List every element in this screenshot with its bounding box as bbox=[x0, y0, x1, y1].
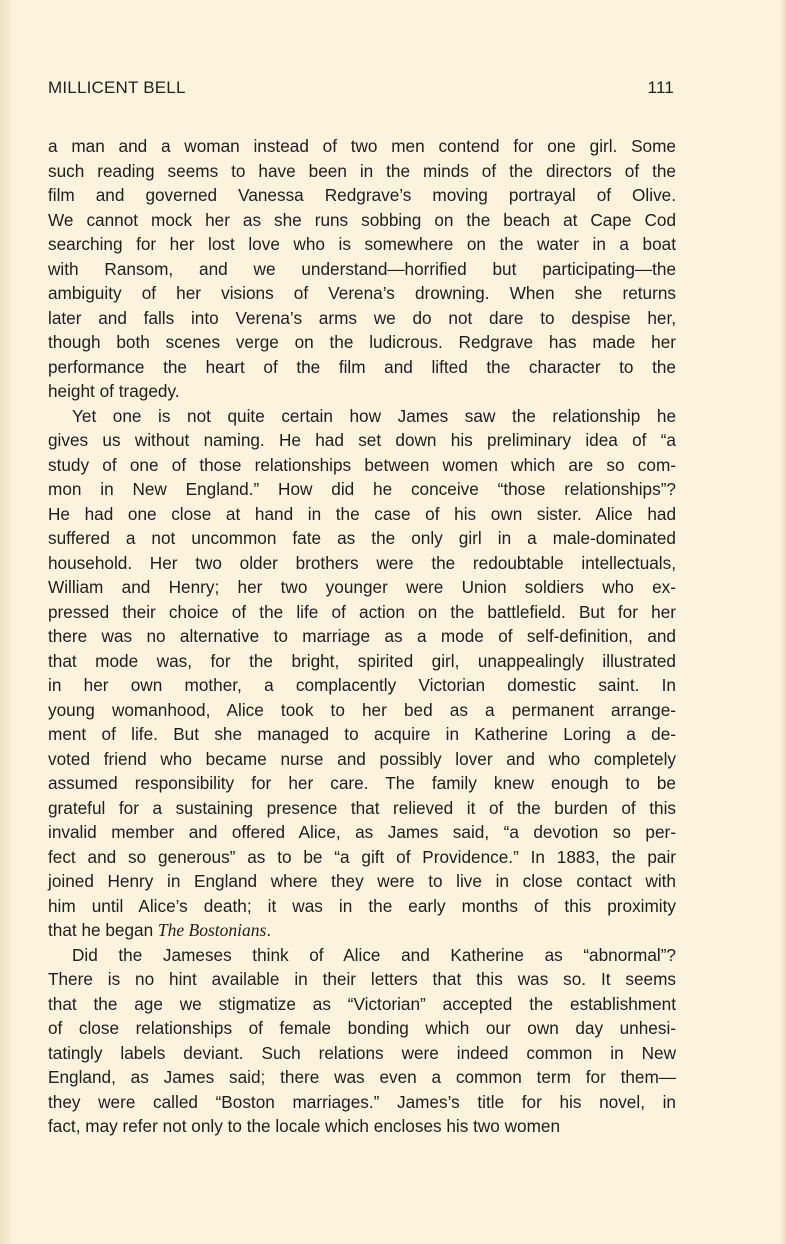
text-line: they were called “Boston marriages.” James’s title for his novel, in bbox=[48, 1091, 676, 1112]
text-line: there was no alternative to marriage as a mode of self-definition, and bbox=[48, 626, 676, 646]
running-head-author: MILLICENT BELL bbox=[48, 78, 186, 97]
paragraph bbox=[48, 134, 676, 404]
text-line: young womanhood, Alice took to her bed as a permanent arrange- bbox=[48, 699, 676, 720]
text-line: height of tragedy. bbox=[48, 381, 180, 401]
text-line: We cannot mock her as she runs sobbing on the beach at Cape Cod bbox=[48, 209, 676, 230]
page-number: 111 bbox=[647, 78, 674, 97]
text-run: . bbox=[266, 920, 272, 940]
text-line: pressed their choice of the life of action on the battlefield. But for her bbox=[48, 601, 676, 622]
text-line: household. Her two older brothers were the redoubtable intellectuals, bbox=[48, 552, 676, 573]
text-line: study of one of those relationships between women which are so com- bbox=[48, 454, 676, 475]
text-line: England, as James said; there was even a common term for them— bbox=[48, 1067, 676, 1087]
page-gutter-shadow bbox=[0, 0, 14, 1244]
text-line: mon in New England.” How did he conceive “those relationships”? bbox=[48, 479, 676, 499]
text-line: voted friend who became nurse and possibly lover and who completely bbox=[48, 748, 676, 769]
text-line: William and Henry; her two younger were Union soldiers who ex- bbox=[48, 577, 676, 597]
text-line: such reading seems to have been in the minds of the directors of the bbox=[48, 160, 676, 181]
text-line: later and falls into Verena’s arms we do not dare to despise her, bbox=[48, 307, 676, 328]
text-line: that mode was, for the bright, spirited girl, unappealingly illustrated bbox=[48, 650, 676, 671]
text-line: of close relationships of female bonding which our own day unhesi- bbox=[48, 1018, 676, 1038]
text-line: He had one close at hand in the case of his own sister. Alice had bbox=[48, 503, 676, 524]
text-line: There is no hint available in their letters that this was so. It seems bbox=[48, 969, 676, 989]
page-edge-shadow bbox=[780, 0, 786, 1244]
book-title: The Bostonians bbox=[157, 920, 267, 940]
paragraph bbox=[48, 943, 676, 1139]
text-line: grateful for a sustaining presence that relieved it of the burden of this bbox=[48, 797, 676, 818]
text-line: performance the heart of the film and lifted the character to the bbox=[48, 356, 676, 377]
text-line: with Ransom, and we understand—horrified but participating—the bbox=[48, 258, 676, 279]
text-line: though both scenes verge on the ludicrous. Redgrave has made her bbox=[48, 332, 676, 352]
text-line: searching for her lost love who is somewhere on the water in a boat bbox=[48, 234, 676, 254]
text-line: that the age we stigmatize as “Victorian” accepted the establishment bbox=[48, 993, 676, 1014]
text-line: Did the Jameses think of Alice and Katherine as “abnormal”? bbox=[72, 944, 676, 965]
text-run: that he began bbox=[48, 920, 158, 940]
text-line: suffered a not uncommon fate as the only girl in a male-dominated bbox=[48, 528, 676, 548]
text-line: a man and a woman instead of two men contend for one girl. Some bbox=[48, 136, 676, 156]
text-line: invalid member and offered Alice, as James said, “a devotion so per- bbox=[48, 822, 676, 842]
text-line: him until Alice’s death; it was in the early months of this proximity bbox=[48, 895, 676, 916]
text-line: gives us without naming. He had set down his preliminary idea of “a bbox=[48, 430, 676, 450]
running-head bbox=[48, 78, 674, 102]
text-line: Yet one is not quite certain how James saw the relationship he bbox=[72, 405, 676, 426]
text-line bbox=[48, 918, 676, 943]
paragraph bbox=[48, 404, 676, 943]
text-line: in her own mother, a complacently Victorian domestic saint. In bbox=[48, 675, 676, 695]
text-line: ment of life. But she managed to acquire in Katherine Loring a de- bbox=[48, 724, 676, 744]
body-text bbox=[48, 134, 676, 1139]
text-line: tatingly labels deviant. Such relations were indeed common in New bbox=[48, 1042, 676, 1063]
text-line: fect and so generous” as to be “a gift of Providence.” In 1883, the pair bbox=[48, 846, 676, 867]
text-line: ambiguity of her visions of Verena’s drowning. When she returns bbox=[48, 283, 676, 303]
text-line: assumed responsibility for her care. The family knew enough to be bbox=[48, 773, 676, 793]
text-line: joined Henry in England where they were to live in close contact with bbox=[48, 871, 676, 891]
text-line: film and governed Vanessa Redgrave’s moving portrayal of Olive. bbox=[48, 185, 676, 205]
text-line: fact, may refer not only to the locale which encloses his two women bbox=[48, 1116, 561, 1136]
